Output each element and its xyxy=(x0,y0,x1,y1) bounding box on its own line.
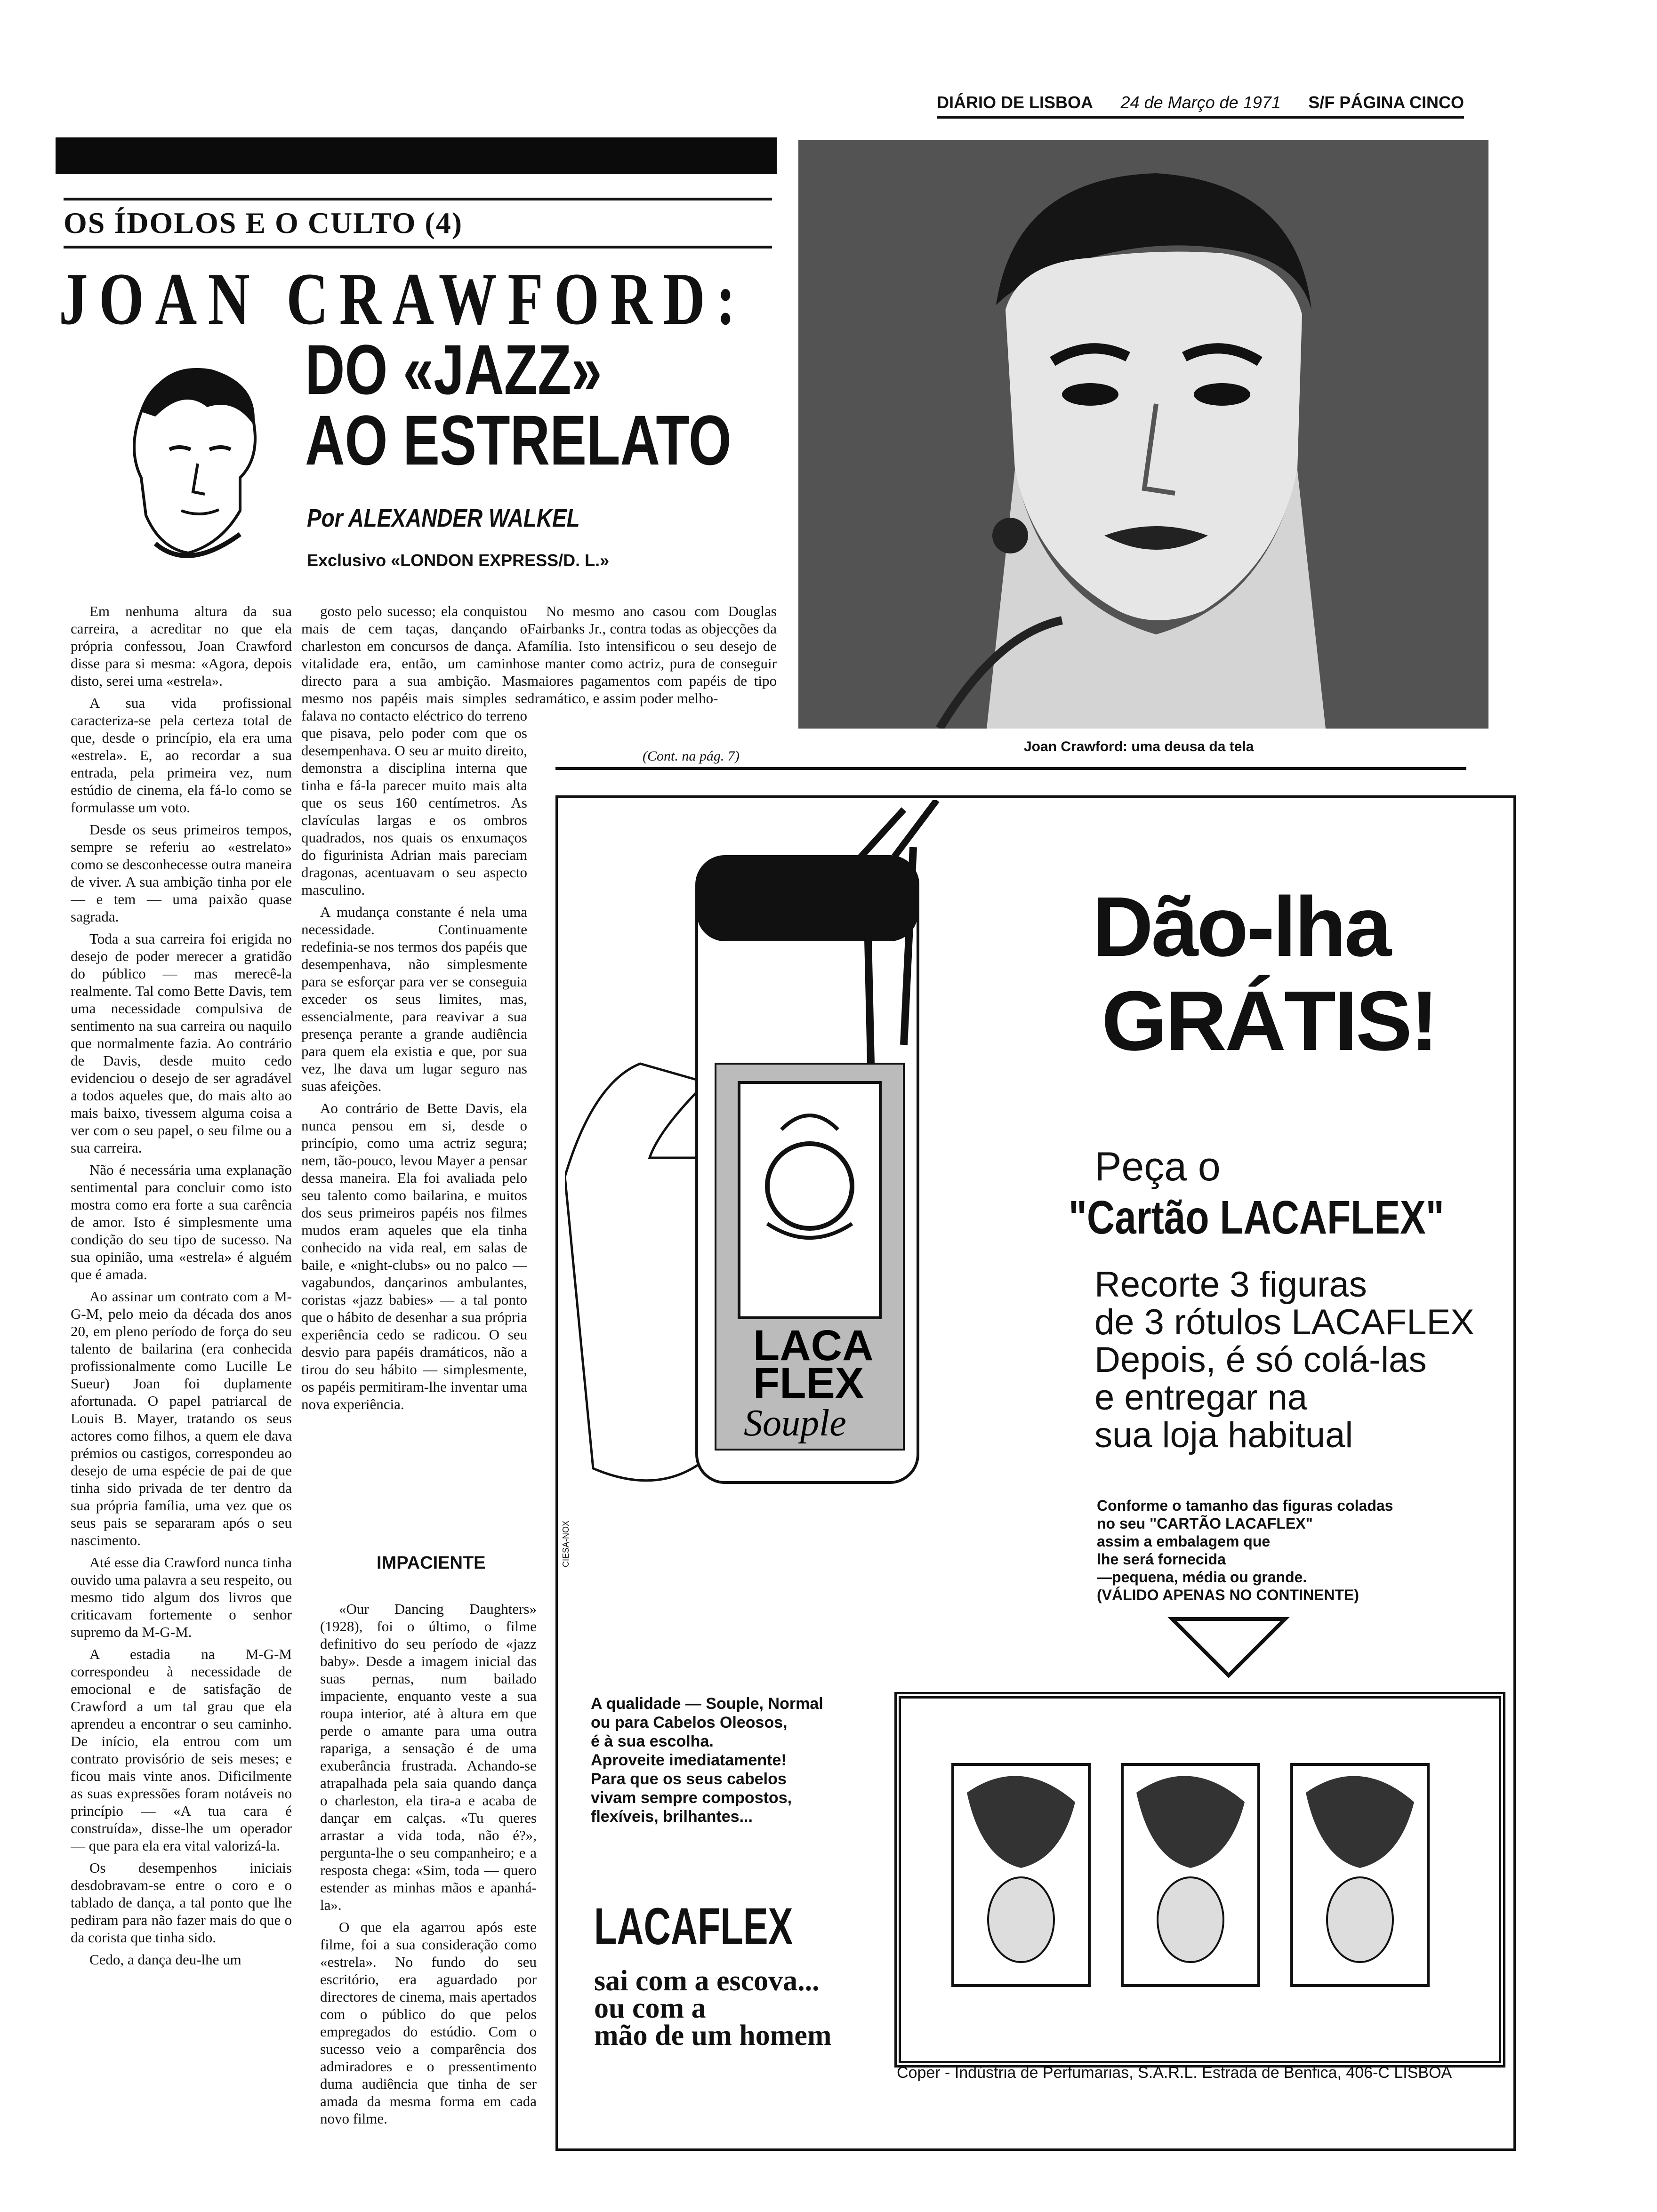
lacaflex-logo: LACAFLEX xyxy=(594,1898,793,1956)
ad-agency-credit: CIESA-NOX xyxy=(561,1520,571,1567)
can-label-laca: LACA xyxy=(753,1322,874,1370)
ad-conditions xyxy=(1097,1497,1393,1604)
paragraph: A estadia na M-G-M correspondeu à necessidade de emocional e de satisfação de Crawford a um tal grau que ela aprendeu a encontrar o seu caminho. De início, ela entrou com um contrato provisório de seis meses; e ficou mais vinte anos. Dificilmente as suas expressões foram notáveis no princípio — «A tua cara é construída», disse-lhe um operador — que para ela era vital valorizá-la. xyxy=(71,1646,292,1854)
ad-line: ou com a xyxy=(594,1992,706,2024)
masthead xyxy=(937,89,1464,119)
ad-line: flexíveis, brilhantes... xyxy=(591,1808,753,1826)
ad-instructions xyxy=(1094,1266,1474,1454)
ad-line: Recorte 3 figuras xyxy=(1094,1265,1367,1305)
photo-caption: Joan Crawford: uma deusa da tela xyxy=(1024,739,1254,754)
ad-line: assim a embalagem que xyxy=(1097,1533,1271,1550)
ad-line: —pequena, média ou grande. xyxy=(1097,1569,1307,1586)
article-column-3 xyxy=(527,602,777,744)
can-label-souple: Souple xyxy=(744,1403,846,1444)
headline-line3: AO ESTRELATO xyxy=(305,401,732,480)
ad-line: Conforme o tamanho das figuras coladas xyxy=(1097,1497,1393,1514)
paragraph: Não é necessária uma explanação sentimental para concluir como isto mostra como era forte a sua carência de amor. Isto é simplesmente uma condição do seu tipo de sucesso. Na sua opinião, uma «estrela» é alguém que é amada. xyxy=(71,1162,292,1282)
headline-line2: DO «JAZZ» xyxy=(305,330,602,409)
ad-line: A qualidade — Souple, Normal xyxy=(591,1695,823,1713)
ad-line: no seu "CARTÃO LACAFLEX" xyxy=(1097,1515,1313,1532)
series-kicker: OS ÍDOLOS E O CULTO (4) xyxy=(64,198,772,248)
byline: Por ALEXANDER WALKEL xyxy=(307,504,580,532)
paragraph: gosto pelo sucesso; ela conquistou mais de cem taças, dançando o charleston em concursos de dança. A vitalidade era, então, um caminho directo para a sua ambição. Mas mesmo nos papéis mais simples se falava no contacto eléctrico do terreno que pisava, pelo poder com que os desempenhava. O seu ar muito direito, demonstra a disciplina interna que tinha e fá-la parecer muito mais alta que os seus 160 centímetros. As clavículas largas e os ombros quadrados, nos quais os enxumaços do figurinista Adrian mais pareciam dragonas, acentuavam o seu aspecto masculino. xyxy=(301,603,527,898)
ad-company-credit: Coper - Indústria de Perfumarias, S.A.R.L. Estrada de Benfica, 406-C LISBOA xyxy=(897,2064,1452,2082)
article-column-2 xyxy=(301,602,527,1544)
issue-date: 24 de Março de 1971 xyxy=(1120,93,1281,112)
ad-line: Para que os seus cabelos xyxy=(591,1770,787,1788)
subheading: IMPACIENTE xyxy=(377,1553,486,1573)
section-divider xyxy=(555,767,1466,770)
page-label: S/F PÁGINA CINCO xyxy=(1308,93,1464,112)
ad-headline-2: GRÁTIS! xyxy=(1102,974,1437,1068)
ad-line: e entregar na xyxy=(1094,1378,1308,1418)
author-portrait xyxy=(99,355,278,572)
paragraph: Ao contrário de Bette Davis, ela nunca pensou em si, desde o princípio, como uma actriz segura; nem, tão-pouco, levou Mayer a pensar dessa maneira. Ela foi avaliada pelo seu talento como bailarina, e muitos dos seus primeiros papéis nos filmes mudos eram aqueles que ela tinha conhecido na vida real, em salas de baile, e «night-clubs» ou no palco — vagabundos, dançarinos ambulantes, coristas «jazz babies» — a tal ponto que o hábito de desenhar a sua própria experiência cedo se radicou. O seu desvio para papéis dramáticos, não a tirou do seu hábito — simplesmente, os papéis permitiram-lhe inventar uma nova experiência. xyxy=(301,1100,527,1412)
paragraph: A sua vida profissional caracteriza-se pela certeza total de que, desde o princípio, ela era uma «estrela». E, ao recordar a sua entrada, pela primeira vez, num estúdio de cinema, ela fá-lo como se formulasse um voto. xyxy=(71,695,292,816)
paper-name: DIÁRIO DE LISBOA xyxy=(937,93,1094,112)
down-arrow-icon xyxy=(1167,1614,1290,1680)
continued-note: (Cont. na pág. 7) xyxy=(643,748,740,764)
card-figures xyxy=(901,1699,1486,2048)
ad-line: sai com a escova... xyxy=(594,1965,820,1997)
ad-line: vivam sempre compostos, xyxy=(591,1789,792,1807)
ad-quality-text xyxy=(591,1694,823,1826)
portrait-illustration xyxy=(798,140,1488,729)
paragraph: Até esse dia Crawford nunca tinha ouvido uma palavra a seu respeito, ou mesmo tido algum dos livros que criticavam fortemente o senhor supremo da M-G-M. xyxy=(71,1554,292,1640)
paragraph: Toda a sua carreira foi erigida no desejo de poder merecer a gratidão do público — mas merecê-la realmente. Tal como Bette Davis, tem uma necessidade compulsiva de sentimento na sua carreira ou naquilo que normalmente fazia. Ao contrário de Davis, desde muito cedo evidenciou o desejo de ser agradável a todos aqueles que, do mais alto ao mais baixo, tivessem alguma coisa a ver com o seu papel, o seu filme ou a sua carreira. xyxy=(71,930,292,1156)
ad-line: Depois, é só colá-las xyxy=(1094,1340,1427,1380)
ad-line: de 3 rótulos LACAFLEX xyxy=(1094,1302,1474,1342)
ad-line: mão de um homem xyxy=(594,2020,832,2052)
paragraph: Desde os seus primeiros tempos, sempre se referiu ao «estrelato» como se desconhecesse outra maneira de viver. A sua ambição tinha por ele — e tem — uma paixão quase sagrada. xyxy=(71,821,292,925)
ad-cartao: "Cartão LACAFLEX" xyxy=(1069,1191,1444,1244)
article-column-2b xyxy=(320,1600,537,2156)
ad-line: ou para Cabelos Oleosos, xyxy=(591,1714,788,1731)
paragraph: «Our Dancing Daughters» (1928), foi o último, o filme definitivo do seu período de «jazz baby». Desde a imagem inicial das suas pernas, num bailado impaciente, enquanto veste a sua roupa interior, até à altura em que perde o amante para uma outra rapariga, a sensação é de uma exuberância frustrada. Achando-se atrapalhada pela saia quando dança o charleston, ela tira-a e acaba de dançar em calças. «Tu queres arrastar a vida toda, não é?», pergunta-lhe o seu companheiro; e a resposta chega: «Sim, toda — quero estender as minhas mãos e apanhá-la». xyxy=(320,1601,537,1913)
paragraph: No mesmo ano casou com Douglas Fairbanks Jr., contra todas as objecções da família. Isto intensificou o seu desejo de se manter como actriz, pura de conseguir maiores pagamentos com papéis de tipo dramático, e assim poder melho- xyxy=(527,603,777,706)
ad-card-frame xyxy=(894,1692,1505,2068)
header-black-bar xyxy=(56,137,777,174)
ad-headline-1: Dão-lha xyxy=(1092,880,1390,974)
paragraph: O que ela agarrou após este filme, foi a sua consideração como «estrela». No fundo do seu escritório, era aguardado por directores de cinema, mais apertados com o público do que pelos empregados do estúdio. Com o sucesso veio a comparência dos admiradores e o pressentimento duma audiência que tinha de ser amada da mesma forma em cada novo filme. xyxy=(320,1919,537,2127)
headline-line1: JOAN CRAWFORD: xyxy=(59,258,747,340)
headline-lines xyxy=(305,330,732,480)
paragraph: Cedo, a dança deu-lhe um xyxy=(89,1951,241,1968)
joan-crawford-photo xyxy=(798,140,1488,729)
paragraph: Ao assinar um contrato com a M-G-M, pelo meio da década dos anos 20, em pleno período de força do seu talento de bailarina (era conhecida profissionalmente como Lucille Le Sueur) Joan foi duplamente afortunada. O papel patriarcal de Louis B. Mayer, tratando os seus actores como filhos, a quem ele dava prémios ou castigos, correspondeu ao desejo de uma espécie de pai de que tinha sido privada de ter dentro da sua própria família, uma vez que os seus pais se separaram após o seu nascimento. xyxy=(71,1288,292,1548)
paragraph: A mudança constante é nela uma necessidade. Continuamente redefinia-se nos termos dos papéis que desempenhava, não simplesmente para se esforçar para ver se conseguia exceder os seus limites, mas, essencialmente, para reavivar a sua presença perante a grande audiência para quem ela existia e que, por sua vez, lhe dava um lugar seguro nas suas afeições. xyxy=(301,904,527,1094)
exclusive-credit: Exclusivo «LONDON EXPRESS/D. L.» xyxy=(307,551,610,570)
ad-line: (VÁLIDO APENAS NO CONTINENTE) xyxy=(1097,1587,1359,1603)
paragraph: Os desempenhos iniciais desdobravam-se entre o coro e o tablado de dança, a tal ponto que lhe pediram para não fazer mais do que o da corista que tinha sido. xyxy=(71,1859,292,1946)
ad-line: lhe será fornecida xyxy=(1097,1551,1226,1568)
ad-line: é à sua escolha. xyxy=(591,1732,714,1750)
can-label-flex: FLEX xyxy=(753,1359,864,1407)
ad-can-illustration xyxy=(565,800,989,1600)
article-column-1 xyxy=(71,602,292,2146)
ad-slogan xyxy=(594,1965,832,2052)
paragraph: Em nenhuma altura da sua carreira, a acreditar no que ela própria confessou, Joan Crawford disse para si mesma: «Agora, depois disto, serei uma «estrela». xyxy=(71,603,292,689)
ad-line: Aproveite imediatamente! xyxy=(591,1751,787,1769)
ad-peca: Peça o xyxy=(1094,1144,1221,1189)
ad-line: sua loja habitual xyxy=(1094,1415,1353,1455)
